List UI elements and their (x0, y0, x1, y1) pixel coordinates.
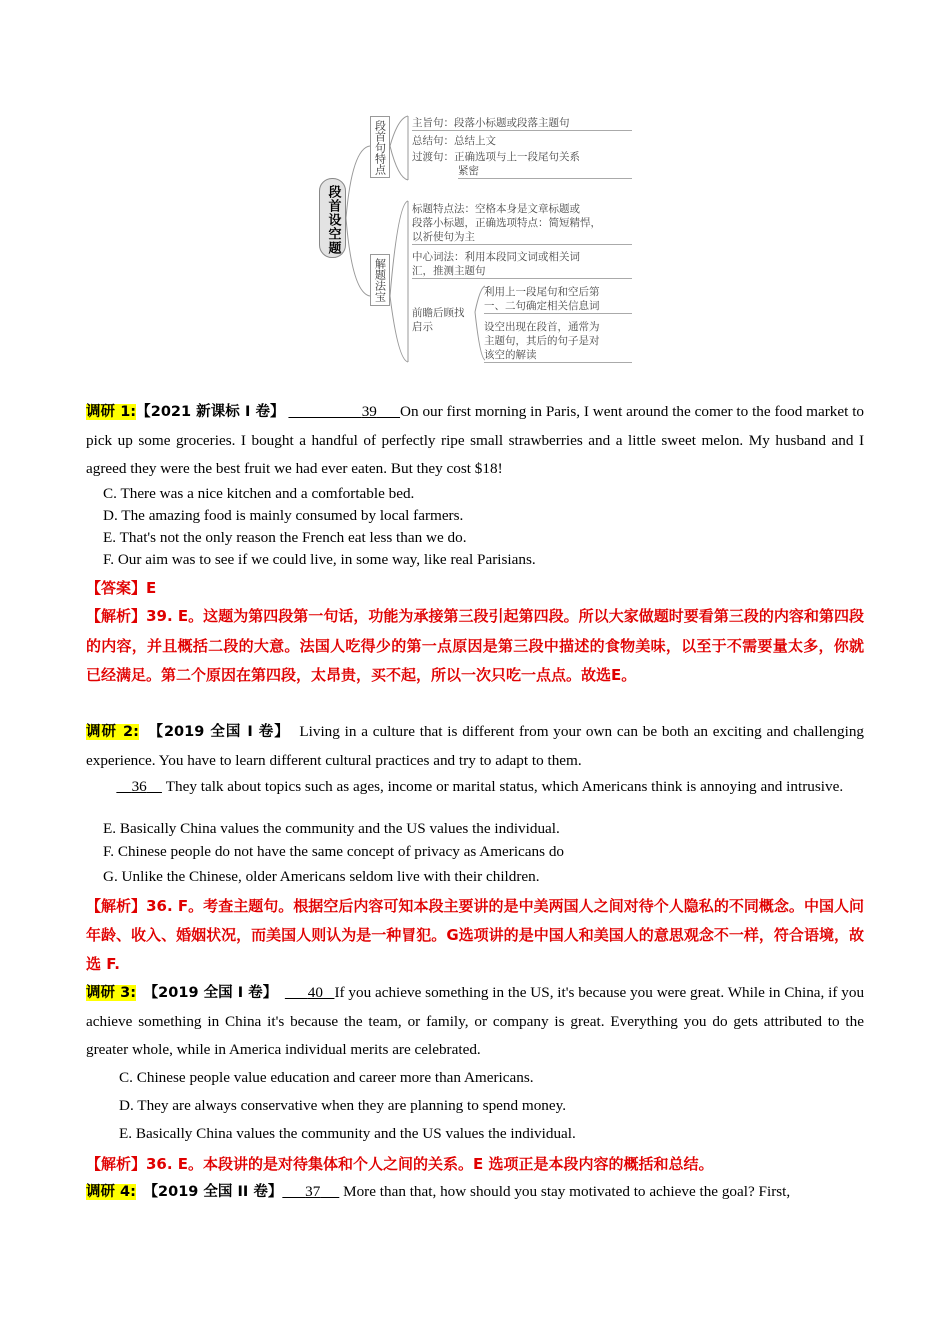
q2-blank: 36 (131, 778, 147, 795)
mind-map-leaf: 中心词法：利用本段同文词或相关词 (412, 251, 580, 263)
mind-map-leaf: 一、二句确定相关信息词 (484, 299, 632, 314)
q3-tag: 调研 3: (86, 985, 137, 1001)
q2-tag: 调研 2: (86, 724, 139, 740)
mind-map-leaf: 该空的解读 (484, 348, 632, 363)
q3-option: E. Basically China values the community and the US values the individual. (119, 1125, 576, 1142)
mind-map-leaf: 过渡句：正确选项与上一段尾句关系 (412, 151, 580, 163)
mind-map (300, 108, 650, 370)
q1-option: E. That's not the only reason the French eat less than we do. (103, 529, 467, 546)
q1-text: On our first morning in Paris, I went around the comer to the food market to pick up some groceries. I bought a handful of perfectly ripe small strawberries and a little sweet melon. My husband and I agreed they were the best fruit we had ever eaten. But they cost $18! (86, 403, 865, 477)
mind-map-leaf: 主题句，其后的句子是对 (484, 335, 600, 347)
q3-source: 【2019 全国 I 卷】 (143, 985, 278, 1001)
q2-analysis: 【解析】36. F。考查主题句。根据空后内容可知本段主要讲的是中美两国人之间对待个人隐私的不同概念。中国人问年龄、收入、婚姻状况，而美国人则认为是一种冒犯。G选项讲的是中国人和美国人的意思观念不一样，符合语境，故选 F. (86, 897, 864, 973)
q4-passage (86, 1178, 864, 1207)
q3-analysis: 【解析】36. E。本段讲的是对待集体和个人之间的关系。E 选项正是本段内容的概括和总结。 (86, 1155, 714, 1173)
q1-passage (86, 398, 864, 484)
q2-intro (86, 718, 864, 775)
q2-option: E. Basically China values the community and the US values the individual. (103, 820, 560, 837)
q4-tag: 调研 4: (86, 1184, 136, 1200)
q2-option: F. Chinese people do not have the same concept of privacy as Americans do (103, 843, 565, 860)
mind-map-leaf: 总结句：总结上文 (412, 135, 496, 147)
mind-map-leaf: 利用上一段尾句和空后第 (484, 286, 600, 298)
q3-blank: 40 (307, 984, 323, 1001)
q4-source: 【2019 全国 II 卷】 (143, 1184, 283, 1200)
q2-option: G. Unlike the Chinese, older Americans seldom live with their children. (103, 868, 540, 885)
q2-text: They talk about topics such as ages, income or marital status, which Americans think is annoying and intrusive. (165, 778, 844, 795)
q1-source: 【2021 新课标 I 卷】 (136, 404, 285, 420)
mind-map-leaf: 设空出现在段首，通常为 (484, 321, 600, 333)
q3-text: If you achieve something in the US, it's because you were great. While in China, if you achieve something in China it's because the team, or family, or company is great. Everything you do gets attributed to the greater whole, while in America individual merits are celebrated. (86, 984, 865, 1058)
q1-blank: 39 (361, 403, 377, 420)
q1-answer: 【答案】E (86, 579, 157, 597)
q4-blank: 37 (305, 1183, 321, 1200)
mind-map-leaf: 以祈使句为主 (412, 230, 632, 245)
mind-map-leaf: 标题特点法：空格本身是文章标题或 (412, 203, 580, 215)
mind-map-leaf: 紧密 (458, 164, 632, 179)
mind-map-leaf: 主旨句：段落小标题或段落主题句 (412, 116, 632, 131)
q1-analysis: 【解析】39. E。这题为第四段第一句话，功能为承接第三段引起第四段。所以大家做题时要看第三段的内容和第四段的内容，并且概括二段的大意。法国人吃得少的第一点原因是第三段中描述的食物美味，以至于不需要量太多，你就已经满足。第二个原因在第四段，太昂贵，买不起，所以一次只吃一点点。故选E。 (86, 607, 864, 684)
q1-tag: 调研 1: (86, 404, 137, 420)
q1-option: F. Our aim was to see if we could live, in some way, like real Parisians. (103, 551, 536, 568)
q1-option: C. There was a nice kitchen and a comfortable bed. (103, 485, 415, 502)
q2-intro-text: Living in a culture that is different from your own can be both an exciting and challenging experience. You have to learn different cultural practices and try to adapt to them. (86, 723, 865, 769)
q2-source: 【2019 全国 I 卷】 (148, 724, 290, 740)
mind-map-branch-methods: 解题法宝 (370, 254, 390, 306)
mind-map-branch-features: 段首句特点 (370, 116, 390, 178)
q3-passage (86, 979, 864, 1065)
q3-option: C. Chinese people value education and career more than Americans. (119, 1069, 534, 1086)
mind-map-leaf: 汇，推测主题句 (412, 264, 632, 279)
q4-text: More than that, how should you stay motivated to achieve the goal? First, (343, 1183, 791, 1200)
mind-map-leaf: 段落小标题，正确选项特点：简短精悍， (412, 217, 601, 229)
q3-option: D. They are always conservative when they are planning to spend money. (119, 1097, 567, 1114)
mind-map-root: 段首设空题 (319, 178, 346, 258)
mind-map-sub-label: 前瞻后顾找启示 (412, 307, 465, 333)
q2-passage (86, 776, 864, 799)
q1-option: D. The amazing food is mainly consumed by local farmers. (103, 507, 464, 524)
